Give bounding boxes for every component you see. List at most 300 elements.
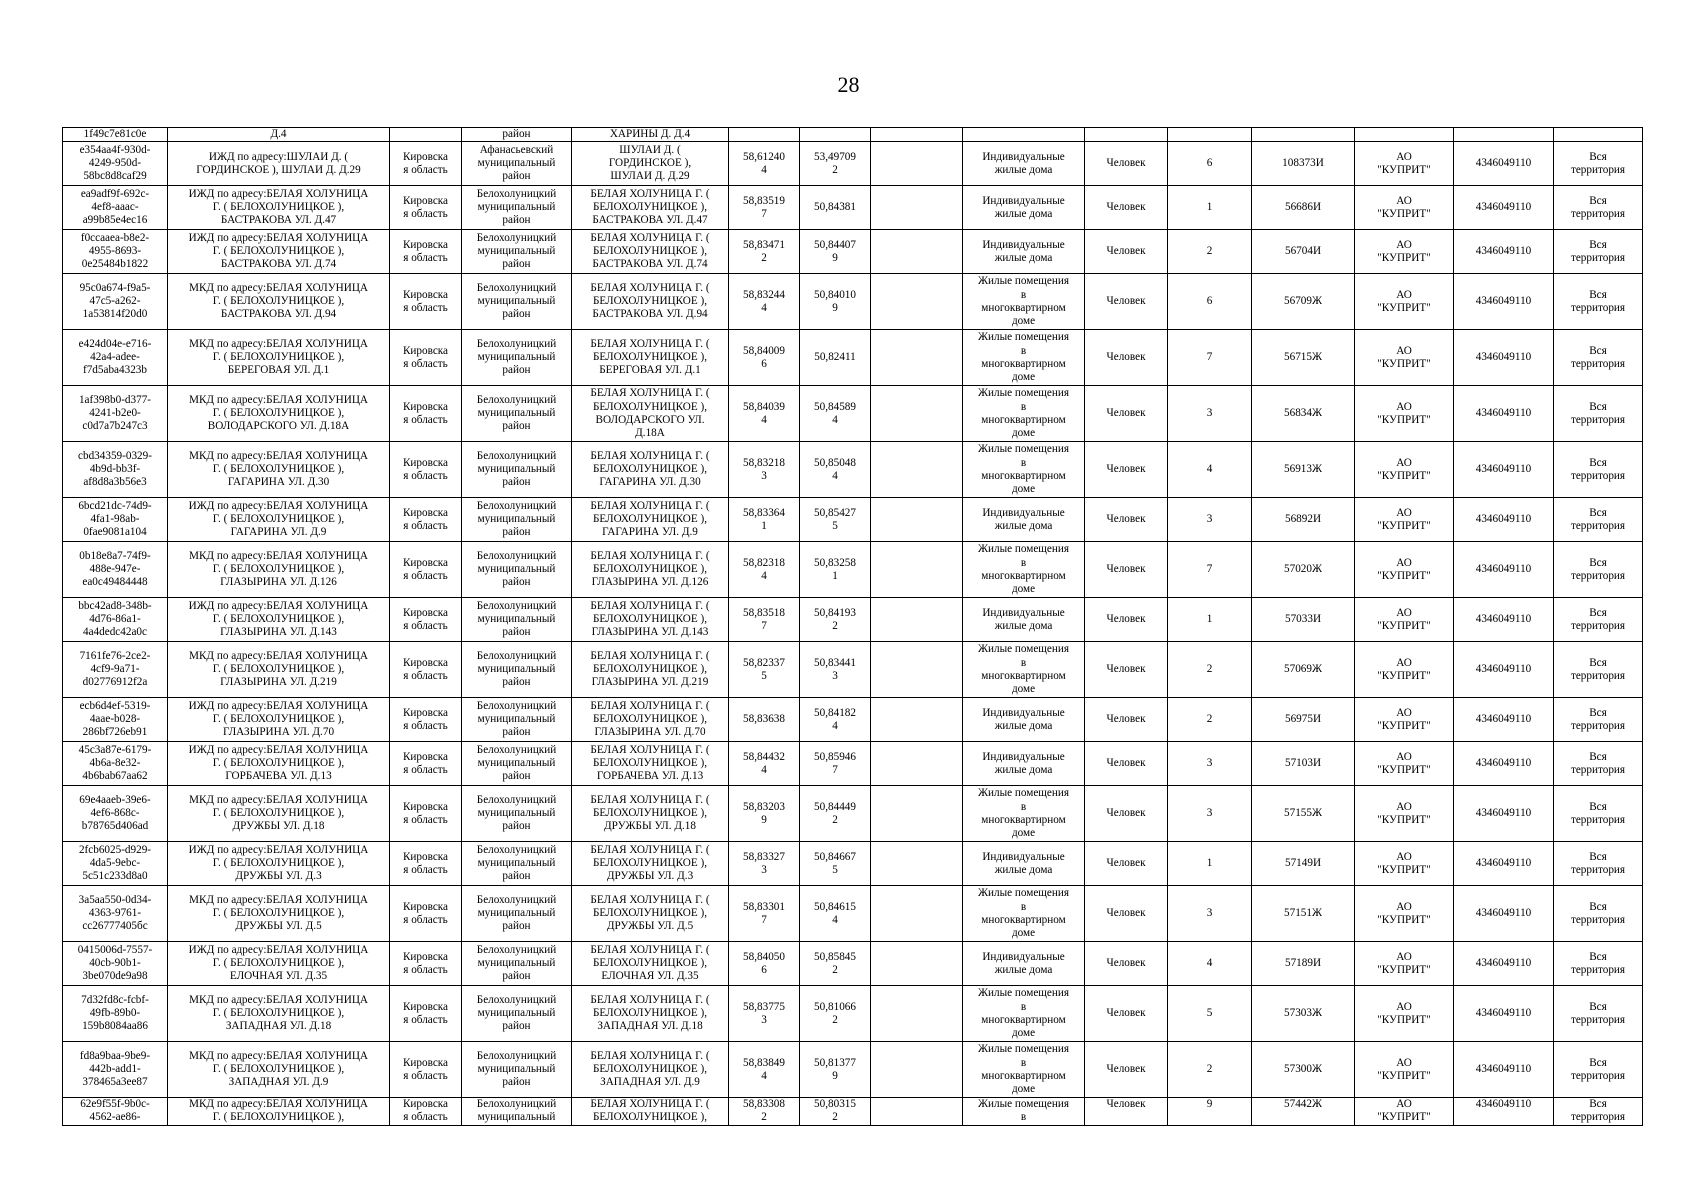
cell-region: Кировска я область bbox=[390, 886, 462, 942]
cell-location: БЕЛАЯ ХОЛУНИЦА Г. ( БЕЛОХОЛУНИЦКОЕ ), БАСТРАКОВА УЛ. Д.47 bbox=[572, 186, 729, 230]
cell-qty: 2 bbox=[1168, 642, 1252, 698]
cell-qty: 4 bbox=[1168, 942, 1252, 986]
cell-lon: 50,84182 4 bbox=[800, 698, 871, 742]
table-row bbox=[63, 542, 1643, 598]
cell-region: Кировска я область bbox=[390, 230, 462, 274]
cell-account: 57189И bbox=[1252, 942, 1355, 986]
table-row bbox=[63, 442, 1643, 498]
cell-address-full: МКД по адресу:БЕЛАЯ ХОЛУНИЦА Г. ( БЕЛОХОЛУНИЦКОЕ ), ГЛАЗЫРИНА УЛ. Д.126 bbox=[168, 542, 390, 598]
table-row bbox=[63, 642, 1643, 698]
cell-unit: Человек bbox=[1085, 642, 1168, 698]
cell-lat: 58,83518 7 bbox=[729, 598, 800, 642]
cell-premises-type: Жилые помещения в многоквартирном доме bbox=[963, 386, 1085, 442]
cell-address-full: МКД по адресу:БЕЛАЯ ХОЛУНИЦА Г. ( БЕЛОХОЛУНИЦКОЕ ), ГАГАРИНА УЛ. Д.30 bbox=[168, 442, 390, 498]
cell-unit: Человек bbox=[1085, 542, 1168, 598]
cell-territory: Вся территория bbox=[1554, 886, 1643, 942]
cell-inn: 4346049110 bbox=[1454, 1098, 1554, 1126]
cell-qty: 6 bbox=[1168, 274, 1252, 330]
cell-organization: АО "КУПРИТ" bbox=[1355, 186, 1454, 230]
cell-premises-type: Индивидуальные жилые дома bbox=[963, 842, 1085, 886]
cell-inn: 4346049110 bbox=[1454, 786, 1554, 842]
cell-unit: Человек bbox=[1085, 1098, 1168, 1126]
cell-empty bbox=[871, 274, 963, 330]
cell-lat: 58,84039 4 bbox=[729, 386, 800, 442]
cell-premises-type: Жилые помещения в многоквартирном доме bbox=[963, 330, 1085, 386]
cell-unit: Человек bbox=[1085, 942, 1168, 986]
cell-inn: 4346049110 bbox=[1454, 186, 1554, 230]
cell-unit: Человек bbox=[1085, 842, 1168, 886]
cell-premises-type: Индивидуальные жилые дома bbox=[963, 142, 1085, 186]
cell-address-full: МКД по адресу:БЕЛАЯ ХОЛУНИЦА Г. ( БЕЛОХОЛУНИЦКОЕ ), БЕРЕГОВАЯ УЛ. Д.1 bbox=[168, 330, 390, 386]
cell-location: БЕЛАЯ ХОЛУНИЦА Г. ( БЕЛОХОЛУНИЦКОЕ ), ГЛАЗЫРИНА УЛ. Д.126 bbox=[572, 542, 729, 598]
cell-inn: 4346049110 bbox=[1454, 330, 1554, 386]
table-row bbox=[63, 842, 1643, 886]
cell-location: БЕЛАЯ ХОЛУНИЦА Г. ( БЕЛОХОЛУНИЦКОЕ ), ГЛАЗЫРИНА УЛ. Д.143 bbox=[572, 598, 729, 642]
cell-inn: 4346049110 bbox=[1454, 986, 1554, 1042]
cell-unit: Человек bbox=[1085, 230, 1168, 274]
cell-premises-type: Индивидуальные жилые дома bbox=[963, 598, 1085, 642]
cell-id: 1f49c7e81c0e bbox=[63, 128, 168, 142]
cell-location: ХАРИНЫ Д. Д.4 bbox=[572, 128, 729, 142]
cell-account: 57300Ж bbox=[1252, 1042, 1355, 1098]
cell-lat bbox=[729, 128, 800, 142]
cell-qty: 9 bbox=[1168, 1098, 1252, 1126]
cell-unit: Человек bbox=[1085, 442, 1168, 498]
cell-district: Белохолуницкий муниципальный район bbox=[462, 498, 572, 542]
cell-organization: АО "КУПРИТ" bbox=[1355, 842, 1454, 886]
cell-empty bbox=[871, 1098, 963, 1126]
table-row bbox=[63, 230, 1643, 274]
cell-territory: Вся территория bbox=[1554, 786, 1643, 842]
cell-territory bbox=[1554, 128, 1643, 142]
cell-organization: АО "КУПРИТ" bbox=[1355, 142, 1454, 186]
cell-lon: 50,85427 5 bbox=[800, 498, 871, 542]
table-row bbox=[63, 186, 1643, 230]
table-row bbox=[63, 386, 1643, 442]
cell-organization: АО "КУПРИТ" bbox=[1355, 642, 1454, 698]
cell-qty: 2 bbox=[1168, 230, 1252, 274]
cell-account: 57033И bbox=[1252, 598, 1355, 642]
cell-id: 45c3a87e-6179- 4b6a-8e32- 4b6bab67aa62 bbox=[63, 742, 168, 786]
cell-lat: 58,84050 6 bbox=[729, 942, 800, 986]
cell-address-full: ИЖД по адресу:БЕЛАЯ ХОЛУНИЦА Г. ( БЕЛОХОЛУНИЦКОЕ ), ЕЛОЧНАЯ УЛ. Д.35 bbox=[168, 942, 390, 986]
cell-id: ea9adf9f-692c- 4ef8-aaac- a99b85e4ec16 bbox=[63, 186, 168, 230]
cell-unit: Человек bbox=[1085, 142, 1168, 186]
cell-region: Кировска я область bbox=[390, 698, 462, 742]
cell-region: Кировска я область bbox=[390, 842, 462, 886]
cell-district: Белохолуницкий муниципальный район bbox=[462, 186, 572, 230]
cell-location: БЕЛАЯ ХОЛУНИЦА Г. ( БЕЛОХОЛУНИЦКОЕ ), ГЛАЗЫРИНА УЛ. Д.70 bbox=[572, 698, 729, 742]
cell-qty: 6 bbox=[1168, 142, 1252, 186]
cell-district: Белохолуницкий муниципальный район bbox=[462, 598, 572, 642]
cell-account: 56975И bbox=[1252, 698, 1355, 742]
cell-location: БЕЛАЯ ХОЛУНИЦА Г. ( БЕЛОХОЛУНИЦКОЕ ), ГЛАЗЫРИНА УЛ. Д.219 bbox=[572, 642, 729, 698]
cell-account: 57442Ж bbox=[1252, 1098, 1355, 1126]
cell-lat: 58,82337 5 bbox=[729, 642, 800, 698]
cell-id: 0415006d-7557- 40cb-90b1- 3be070de9a98 bbox=[63, 942, 168, 986]
cell-account: 56709Ж bbox=[1252, 274, 1355, 330]
cell-organization: АО "КУПРИТ" bbox=[1355, 386, 1454, 442]
cell-account: 56686И bbox=[1252, 186, 1355, 230]
cell-account: 57069Ж bbox=[1252, 642, 1355, 698]
cell-empty bbox=[871, 330, 963, 386]
cell-territory: Вся территория bbox=[1554, 842, 1643, 886]
cell-territory: Вся территория bbox=[1554, 442, 1643, 498]
cell-empty bbox=[871, 742, 963, 786]
cell-unit: Человек bbox=[1085, 330, 1168, 386]
cell-lon bbox=[800, 128, 871, 142]
cell-address-full: ИЖД по адресу:БЕЛАЯ ХОЛУНИЦА Г. ( БЕЛОХОЛУНИЦКОЕ ), ДРУЖБЫ УЛ. Д.3 bbox=[168, 842, 390, 886]
cell-location: БЕЛАЯ ХОЛУНИЦА Г. ( БЕЛОХОЛУНИЦКОЕ ), ГАГАРИНА УЛ. Д.9 bbox=[572, 498, 729, 542]
cell-district: Белохолуницкий муниципальный район bbox=[462, 942, 572, 986]
table-row bbox=[63, 274, 1643, 330]
cell-inn: 4346049110 bbox=[1454, 886, 1554, 942]
cell-premises-type: Жилые помещения в многоквартирном доме bbox=[963, 1042, 1085, 1098]
cell-id: 69e4aaeb-39e6- 4ef6-868c- b78765d406ad bbox=[63, 786, 168, 842]
cell-inn: 4346049110 bbox=[1454, 942, 1554, 986]
table-row bbox=[63, 742, 1643, 786]
cell-territory: Вся территория bbox=[1554, 986, 1643, 1042]
cell-account: 56913Ж bbox=[1252, 442, 1355, 498]
cell-location: БЕЛАЯ ХОЛУНИЦА Г. ( БЕЛОХОЛУНИЦКОЕ ), bbox=[572, 1098, 729, 1126]
cell-lon: 50,82411 bbox=[800, 330, 871, 386]
cell-organization: АО "КУПРИТ" bbox=[1355, 542, 1454, 598]
cell-address-full: МКД по адресу:БЕЛАЯ ХОЛУНИЦА Г. ( БЕЛОХОЛУНИЦКОЕ ), bbox=[168, 1098, 390, 1126]
cell-inn: 4346049110 bbox=[1454, 742, 1554, 786]
cell-district: Белохолуницкий муниципальный район bbox=[462, 442, 572, 498]
cell-id: f0ccaaea-b8e2- 4955-8693- 0e25484b1822 bbox=[63, 230, 168, 274]
cell-region: Кировска я область bbox=[390, 386, 462, 442]
cell-lat: 58,83218 3 bbox=[729, 442, 800, 498]
cell-premises-type: Жилые помещения в многоквартирном доме bbox=[963, 986, 1085, 1042]
cell-empty bbox=[871, 386, 963, 442]
cell-premises-type: Индивидуальные жилые дома bbox=[963, 942, 1085, 986]
cell-qty: 5 bbox=[1168, 986, 1252, 1042]
cell-lon: 50,83441 3 bbox=[800, 642, 871, 698]
cell-id: 3a5aa550-0d34- 4363-9761- cc26777405бс bbox=[63, 886, 168, 942]
cell-lon: 50,80315 2 bbox=[800, 1098, 871, 1126]
cell-inn: 4346049110 bbox=[1454, 642, 1554, 698]
cell-account: 57020Ж bbox=[1252, 542, 1355, 598]
table-row bbox=[63, 698, 1643, 742]
cell-organization: АО "КУПРИТ" bbox=[1355, 330, 1454, 386]
cell-territory: Вся территория bbox=[1554, 142, 1643, 186]
cell-unit: Человек bbox=[1085, 274, 1168, 330]
cell-id: ecb6d4ef-5319- 4aae-b028- 286bf726eb91 bbox=[63, 698, 168, 742]
cell-id: 7d32fd8c-fcbf- 49fb-89b0- 159b8084aa86 bbox=[63, 986, 168, 1042]
cell-account: 57103И bbox=[1252, 742, 1355, 786]
cell-region: Кировска я область bbox=[390, 786, 462, 842]
cell-region: Кировска я область bbox=[390, 330, 462, 386]
cell-territory: Вся территория bbox=[1554, 742, 1643, 786]
cell-organization: АО "КУПРИТ" bbox=[1355, 942, 1454, 986]
cell-organization: АО "КУПРИТ" bbox=[1355, 274, 1454, 330]
cell-territory: Вся территория bbox=[1554, 498, 1643, 542]
cell-qty: 1 bbox=[1168, 186, 1252, 230]
cell-district: Белохолуницкий муниципальный bbox=[462, 1098, 572, 1126]
cell-id: e354aa4f-930d- 4249-950d- 58bc8d8caf29 bbox=[63, 142, 168, 186]
cell-lat: 58,84009 6 bbox=[729, 330, 800, 386]
cell-organization: АО "КУПРИТ" bbox=[1355, 886, 1454, 942]
cell-territory: Вся территория bbox=[1554, 274, 1643, 330]
cell-region: Кировска я область bbox=[390, 986, 462, 1042]
cell-premises-type: Жилые помещения в многоквартирном доме bbox=[963, 274, 1085, 330]
cell-lat: 58,83775 3 bbox=[729, 986, 800, 1042]
cell-territory: Вся территория bbox=[1554, 330, 1643, 386]
cell-premises-type: Жилые помещения в bbox=[963, 1098, 1085, 1126]
cell-empty bbox=[871, 886, 963, 942]
cell-qty: 2 bbox=[1168, 1042, 1252, 1098]
cell-lat: 58,83364 1 bbox=[729, 498, 800, 542]
cell-lon: 50,81377 9 bbox=[800, 1042, 871, 1098]
cell-address-full: МКД по адресу:БЕЛАЯ ХОЛУНИЦА Г. ( БЕЛОХОЛУНИЦКОЕ ), ГЛАЗЫРИНА УЛ. Д.219 bbox=[168, 642, 390, 698]
cell-empty bbox=[871, 698, 963, 742]
cell-id: bbc42ad8-348b- 4d76-86a1- 4a4dedc42a0c bbox=[63, 598, 168, 642]
cell-lat: 58,83203 9 bbox=[729, 786, 800, 842]
cell-inn: 4346049110 bbox=[1454, 598, 1554, 642]
cell-territory: Вся территория bbox=[1554, 386, 1643, 442]
cell-premises-type: Жилые помещения в многоквартирном доме bbox=[963, 542, 1085, 598]
cell-unit: Человек bbox=[1085, 886, 1168, 942]
cell-lon: 50,84407 9 bbox=[800, 230, 871, 274]
cell-address-full: МКД по адресу:БЕЛАЯ ХОЛУНИЦА Г. ( БЕЛОХОЛУНИЦКОЕ ), ВОЛОДАРСКОГО УЛ. Д.18А bbox=[168, 386, 390, 442]
cell-organization: АО "КУПРИТ" bbox=[1355, 1098, 1454, 1126]
cell-lon: 50,85048 4 bbox=[800, 442, 871, 498]
cell-account: 56834Ж bbox=[1252, 386, 1355, 442]
table-row bbox=[63, 598, 1643, 642]
cell-territory: Вся территория bbox=[1554, 1042, 1643, 1098]
cell-id: 95c0a674-f9a5- 47c5-a262- 1a53814f20d0 bbox=[63, 274, 168, 330]
cell-district: Афанасьевский муниципальный район bbox=[462, 142, 572, 186]
cell-empty bbox=[871, 542, 963, 598]
cell-account: 56892И bbox=[1252, 498, 1355, 542]
cell-address-full: МКД по адресу:БЕЛАЯ ХОЛУНИЦА Г. ( БЕЛОХОЛУНИЦКОЕ ), ДРУЖБЫ УЛ. Д.5 bbox=[168, 886, 390, 942]
cell-empty bbox=[871, 786, 963, 842]
cell-address-full: ИЖД по адресу:БЕЛАЯ ХОЛУНИЦА Г. ( БЕЛОХОЛУНИЦКОЕ ), ГОРБАЧЕВА УЛ. Д.13 bbox=[168, 742, 390, 786]
page-number: 28 bbox=[837, 72, 860, 97]
cell-premises-type bbox=[963, 128, 1085, 142]
cell-id: 6bcd21dc-74d9- 4fa1-98ab- 0fae9081a104 bbox=[63, 498, 168, 542]
cell-empty bbox=[871, 128, 963, 142]
cell-id: fd8a9baa-9be9- 442b-add1- 378465a3ee87 bbox=[63, 1042, 168, 1098]
cell-empty bbox=[871, 642, 963, 698]
cell-qty: 4 bbox=[1168, 442, 1252, 498]
cell-lon: 50,84589 4 bbox=[800, 386, 871, 442]
cell-account: 57151Ж bbox=[1252, 886, 1355, 942]
cell-unit: Человек bbox=[1085, 1042, 1168, 1098]
cell-organization: АО "КУПРИТ" bbox=[1355, 986, 1454, 1042]
cell-region: Кировска я область bbox=[390, 442, 462, 498]
cell-location: БЕЛАЯ ХОЛУНИЦА Г. ( БЕЛОХОЛУНИЦКОЕ ), БАСТРАКОВА УЛ. Д.94 bbox=[572, 274, 729, 330]
cell-region: Кировска я область bbox=[390, 186, 462, 230]
cell-region: Кировска я область bbox=[390, 598, 462, 642]
cell-address-full: МКД по адресу:БЕЛАЯ ХОЛУНИЦА Г. ( БЕЛОХОЛУНИЦКОЕ ), ЗАПАДНАЯ УЛ. Д.9 bbox=[168, 1042, 390, 1098]
cell-region: Кировска я область bbox=[390, 642, 462, 698]
table-row bbox=[63, 1042, 1643, 1098]
cell-lon: 53,49709 2 bbox=[800, 142, 871, 186]
cell-territory: Вся территория bbox=[1554, 642, 1643, 698]
cell-qty: 3 bbox=[1168, 498, 1252, 542]
cell-lat: 58,83519 7 bbox=[729, 186, 800, 230]
cell-location: БЕЛАЯ ХОЛУНИЦА Г. ( БЕЛОХОЛУНИЦКОЕ ), ДРУЖБЫ УЛ. Д.18 bbox=[572, 786, 729, 842]
cell-district: Белохолуницкий муниципальный район bbox=[462, 1042, 572, 1098]
cell-empty bbox=[871, 442, 963, 498]
cell-unit: Человек bbox=[1085, 786, 1168, 842]
cell-inn: 4346049110 bbox=[1454, 274, 1554, 330]
cell-location: БЕЛАЯ ХОЛУНИЦА Г. ( БЕЛОХОЛУНИЦКОЕ ), ДРУЖБЫ УЛ. Д.5 bbox=[572, 886, 729, 942]
cell-lat: 58,83327 3 bbox=[729, 842, 800, 886]
cell-district: Белохолуницкий муниципальный район bbox=[462, 842, 572, 886]
cell-district: район bbox=[462, 128, 572, 142]
cell-inn: 4346049110 bbox=[1454, 542, 1554, 598]
cell-qty bbox=[1168, 128, 1252, 142]
cell-unit: Человек bbox=[1085, 986, 1168, 1042]
cell-account bbox=[1252, 128, 1355, 142]
cell-lat: 58,84432 4 bbox=[729, 742, 800, 786]
cell-territory: Вся территория bbox=[1554, 698, 1643, 742]
cell-territory: Вся территория bbox=[1554, 542, 1643, 598]
cell-address-full: МКД по адресу:БЕЛАЯ ХОЛУНИЦА Г. ( БЕЛОХОЛУНИЦКОЕ ), ЗАПАДНАЯ УЛ. Д.18 bbox=[168, 986, 390, 1042]
cell-address-full: ИЖД по адресу:БЕЛАЯ ХОЛУНИЦА Г. ( БЕЛОХОЛУНИЦКОЕ ), ГЛАЗЫРИНА УЛ. Д.70 bbox=[168, 698, 390, 742]
cell-organization: АО "КУПРИТ" bbox=[1355, 742, 1454, 786]
cell-address-full: МКД по адресу:БЕЛАЯ ХОЛУНИЦА Г. ( БЕЛОХОЛУНИЦКОЕ ), ДРУЖБЫ УЛ. Д.18 bbox=[168, 786, 390, 842]
cell-account: 108373И bbox=[1252, 142, 1355, 186]
cell-qty: 2 bbox=[1168, 698, 1252, 742]
cell-organization: АО "КУПРИТ" bbox=[1355, 698, 1454, 742]
cell-premises-type: Жилые помещения в многоквартирном доме bbox=[963, 786, 1085, 842]
cell-organization: АО "КУПРИТ" bbox=[1355, 786, 1454, 842]
cell-district: Белохолуницкий муниципальный район bbox=[462, 698, 572, 742]
cell-district: Белохолуницкий муниципальный район bbox=[462, 642, 572, 698]
cell-empty bbox=[871, 598, 963, 642]
cell-location: БЕЛАЯ ХОЛУНИЦА Г. ( БЕЛОХОЛУНИЦКОЕ ), ЗАПАДНАЯ УЛ. Д.18 bbox=[572, 986, 729, 1042]
cell-empty bbox=[871, 230, 963, 274]
cell-premises-type: Индивидуальные жилые дома bbox=[963, 186, 1085, 230]
cell-lon: 50,85845 2 bbox=[800, 942, 871, 986]
cell-region: Кировска я область bbox=[390, 1042, 462, 1098]
cell-inn: 4346049110 bbox=[1454, 442, 1554, 498]
cell-territory: Вся территория bbox=[1554, 942, 1643, 986]
cell-lon: 50,81066 2 bbox=[800, 986, 871, 1042]
cell-unit bbox=[1085, 128, 1168, 142]
cell-territory: Вся территория bbox=[1554, 598, 1643, 642]
cell-district: Белохолуницкий муниципальный район bbox=[462, 886, 572, 942]
cell-premises-type: Жилые помещения в многоквартирном доме bbox=[963, 886, 1085, 942]
cell-qty: 3 bbox=[1168, 886, 1252, 942]
cell-lat: 58,83308 2 bbox=[729, 1098, 800, 1126]
cell-unit: Человек bbox=[1085, 698, 1168, 742]
table-row bbox=[63, 498, 1643, 542]
cell-premises-type: Жилые помещения в многоквартирном доме bbox=[963, 442, 1085, 498]
cell-location: БЕЛАЯ ХОЛУНИЦА Г. ( БЕЛОХОЛУНИЦКОЕ ), ДРУЖБЫ УЛ. Д.3 bbox=[572, 842, 729, 886]
cell-region: Кировска я область bbox=[390, 742, 462, 786]
cell-inn bbox=[1454, 128, 1554, 142]
cell-address-full: ИЖД по адресу:ШУЛАИ Д. ( ГОРДИНСКОЕ ), ШУЛАИ Д. Д.29 bbox=[168, 142, 390, 186]
cell-address-full: МКД по адресу:БЕЛАЯ ХОЛУНИЦА Г. ( БЕЛОХОЛУНИЦКОЕ ), БАСТРАКОВА УЛ. Д.94 bbox=[168, 274, 390, 330]
cell-lon: 50,85946 7 bbox=[800, 742, 871, 786]
cell-empty bbox=[871, 1042, 963, 1098]
cell-id: 1af398b0-d377- 4241-b2e0- c0d7a7b247c3 bbox=[63, 386, 168, 442]
cell-qty: 7 bbox=[1168, 542, 1252, 598]
cell-id: e424d04e-e716- 42a4-adee- f7d5aba4323b bbox=[63, 330, 168, 386]
cell-lon: 50,84381 bbox=[800, 186, 871, 230]
cell-territory: Вся территория bbox=[1554, 186, 1643, 230]
cell-location: БЕЛАЯ ХОЛУНИЦА Г. ( БЕЛОХОЛУНИЦКОЕ ), ЗАПАДНАЯ УЛ. Д.9 bbox=[572, 1042, 729, 1098]
cell-account: 57303Ж bbox=[1252, 986, 1355, 1042]
table-row bbox=[63, 942, 1643, 986]
cell-address-full: ИЖД по адресу:БЕЛАЯ ХОЛУНИЦА Г. ( БЕЛОХОЛУНИЦКОЕ ), ГАГАРИНА УЛ. Д.9 bbox=[168, 498, 390, 542]
cell-location: ШУЛАИ Д. ( ГОРДИНСКОЕ ), ШУЛАИ Д. Д.29 bbox=[572, 142, 729, 186]
cell-account: 56704И bbox=[1252, 230, 1355, 274]
cell-region bbox=[390, 128, 462, 142]
cell-empty bbox=[871, 142, 963, 186]
cell-empty bbox=[871, 842, 963, 886]
cell-inn: 4346049110 bbox=[1454, 1042, 1554, 1098]
cell-premises-type: Индивидуальные жилые дома bbox=[963, 498, 1085, 542]
cell-qty: 3 bbox=[1168, 786, 1252, 842]
registry-table bbox=[62, 127, 1643, 1126]
cell-lon: 50,84193 2 bbox=[800, 598, 871, 642]
cell-lon: 50,84010 9 bbox=[800, 274, 871, 330]
cell-premises-type: Жилые помещения в многоквартирном доме bbox=[963, 642, 1085, 698]
cell-qty: 3 bbox=[1168, 386, 1252, 442]
cell-unit: Человек bbox=[1085, 186, 1168, 230]
cell-location: БЕЛАЯ ХОЛУНИЦА Г. ( БЕЛОХОЛУНИЦКОЕ ), ЕЛОЧНАЯ УЛ. Д.35 bbox=[572, 942, 729, 986]
cell-inn: 4346049110 bbox=[1454, 842, 1554, 886]
cell-inn: 4346049110 bbox=[1454, 142, 1554, 186]
cell-lat: 58,83638 bbox=[729, 698, 800, 742]
cell-premises-type: Индивидуальные жилые дома bbox=[963, 742, 1085, 786]
cell-id: 2fcb6025-d929- 4da5-9ebc- 5c51c233d8a0 bbox=[63, 842, 168, 886]
cell-lon: 50,84449 2 bbox=[800, 786, 871, 842]
cell-qty: 1 bbox=[1168, 842, 1252, 886]
cell-lon: 50,84615 4 bbox=[800, 886, 871, 942]
cell-location: БЕЛАЯ ХОЛУНИЦА Г. ( БЕЛОХОЛУНИЦКОЕ ), ВОЛОДАРСКОГО УЛ. Д.18А bbox=[572, 386, 729, 442]
cell-qty: 1 bbox=[1168, 598, 1252, 642]
cell-district: Белохолуницкий муниципальный район bbox=[462, 386, 572, 442]
cell-empty bbox=[871, 986, 963, 1042]
cell-inn: 4346049110 bbox=[1454, 230, 1554, 274]
cell-inn: 4346049110 bbox=[1454, 698, 1554, 742]
cell-region: Кировска я область bbox=[390, 1098, 462, 1126]
cell-lon: 50,83258 1 bbox=[800, 542, 871, 598]
cell-inn: 4346049110 bbox=[1454, 386, 1554, 442]
cell-id: 0b18e8a7-74f9- 488e-947e- ea0c49484448 bbox=[63, 542, 168, 598]
cell-id: cbd34359-0329- 4b9d-bb3f- af8d8a3b56e3 bbox=[63, 442, 168, 498]
cell-location: БЕЛАЯ ХОЛУНИЦА Г. ( БЕЛОХОЛУНИЦКОЕ ), БАСТРАКОВА УЛ. Д.74 bbox=[572, 230, 729, 274]
cell-region: Кировска я область bbox=[390, 274, 462, 330]
cell-district: Белохолуницкий муниципальный район bbox=[462, 542, 572, 598]
cell-lat: 58,83471 2 bbox=[729, 230, 800, 274]
cell-lat: 58,82318 4 bbox=[729, 542, 800, 598]
table-row bbox=[63, 786, 1643, 842]
cell-organization: АО "КУПРИТ" bbox=[1355, 230, 1454, 274]
cell-location: БЕЛАЯ ХОЛУНИЦА Г. ( БЕЛОХОЛУНИЦКОЕ ), БЕРЕГОВАЯ УЛ. Д.1 bbox=[572, 330, 729, 386]
cell-district: Белохолуницкий муниципальный район bbox=[462, 274, 572, 330]
cell-qty: 7 bbox=[1168, 330, 1252, 386]
cell-account: 56715Ж bbox=[1252, 330, 1355, 386]
cell-region: Кировска я область bbox=[390, 542, 462, 598]
table-row bbox=[63, 142, 1643, 186]
cell-empty bbox=[871, 498, 963, 542]
cell-id: 62e9f55f-9b0c- 4562-ae86- bbox=[63, 1098, 168, 1126]
cell-unit: Человек bbox=[1085, 386, 1168, 442]
cell-location: БЕЛАЯ ХОЛУНИЦА Г. ( БЕЛОХОЛУНИЦКОЕ ), ГАГАРИНА УЛ. Д.30 bbox=[572, 442, 729, 498]
cell-address-full: Д.4 bbox=[168, 128, 390, 142]
cell-district: Белохолуницкий муниципальный район bbox=[462, 986, 572, 1042]
cell-lat: 58,83849 4 bbox=[729, 1042, 800, 1098]
table-row bbox=[63, 330, 1643, 386]
